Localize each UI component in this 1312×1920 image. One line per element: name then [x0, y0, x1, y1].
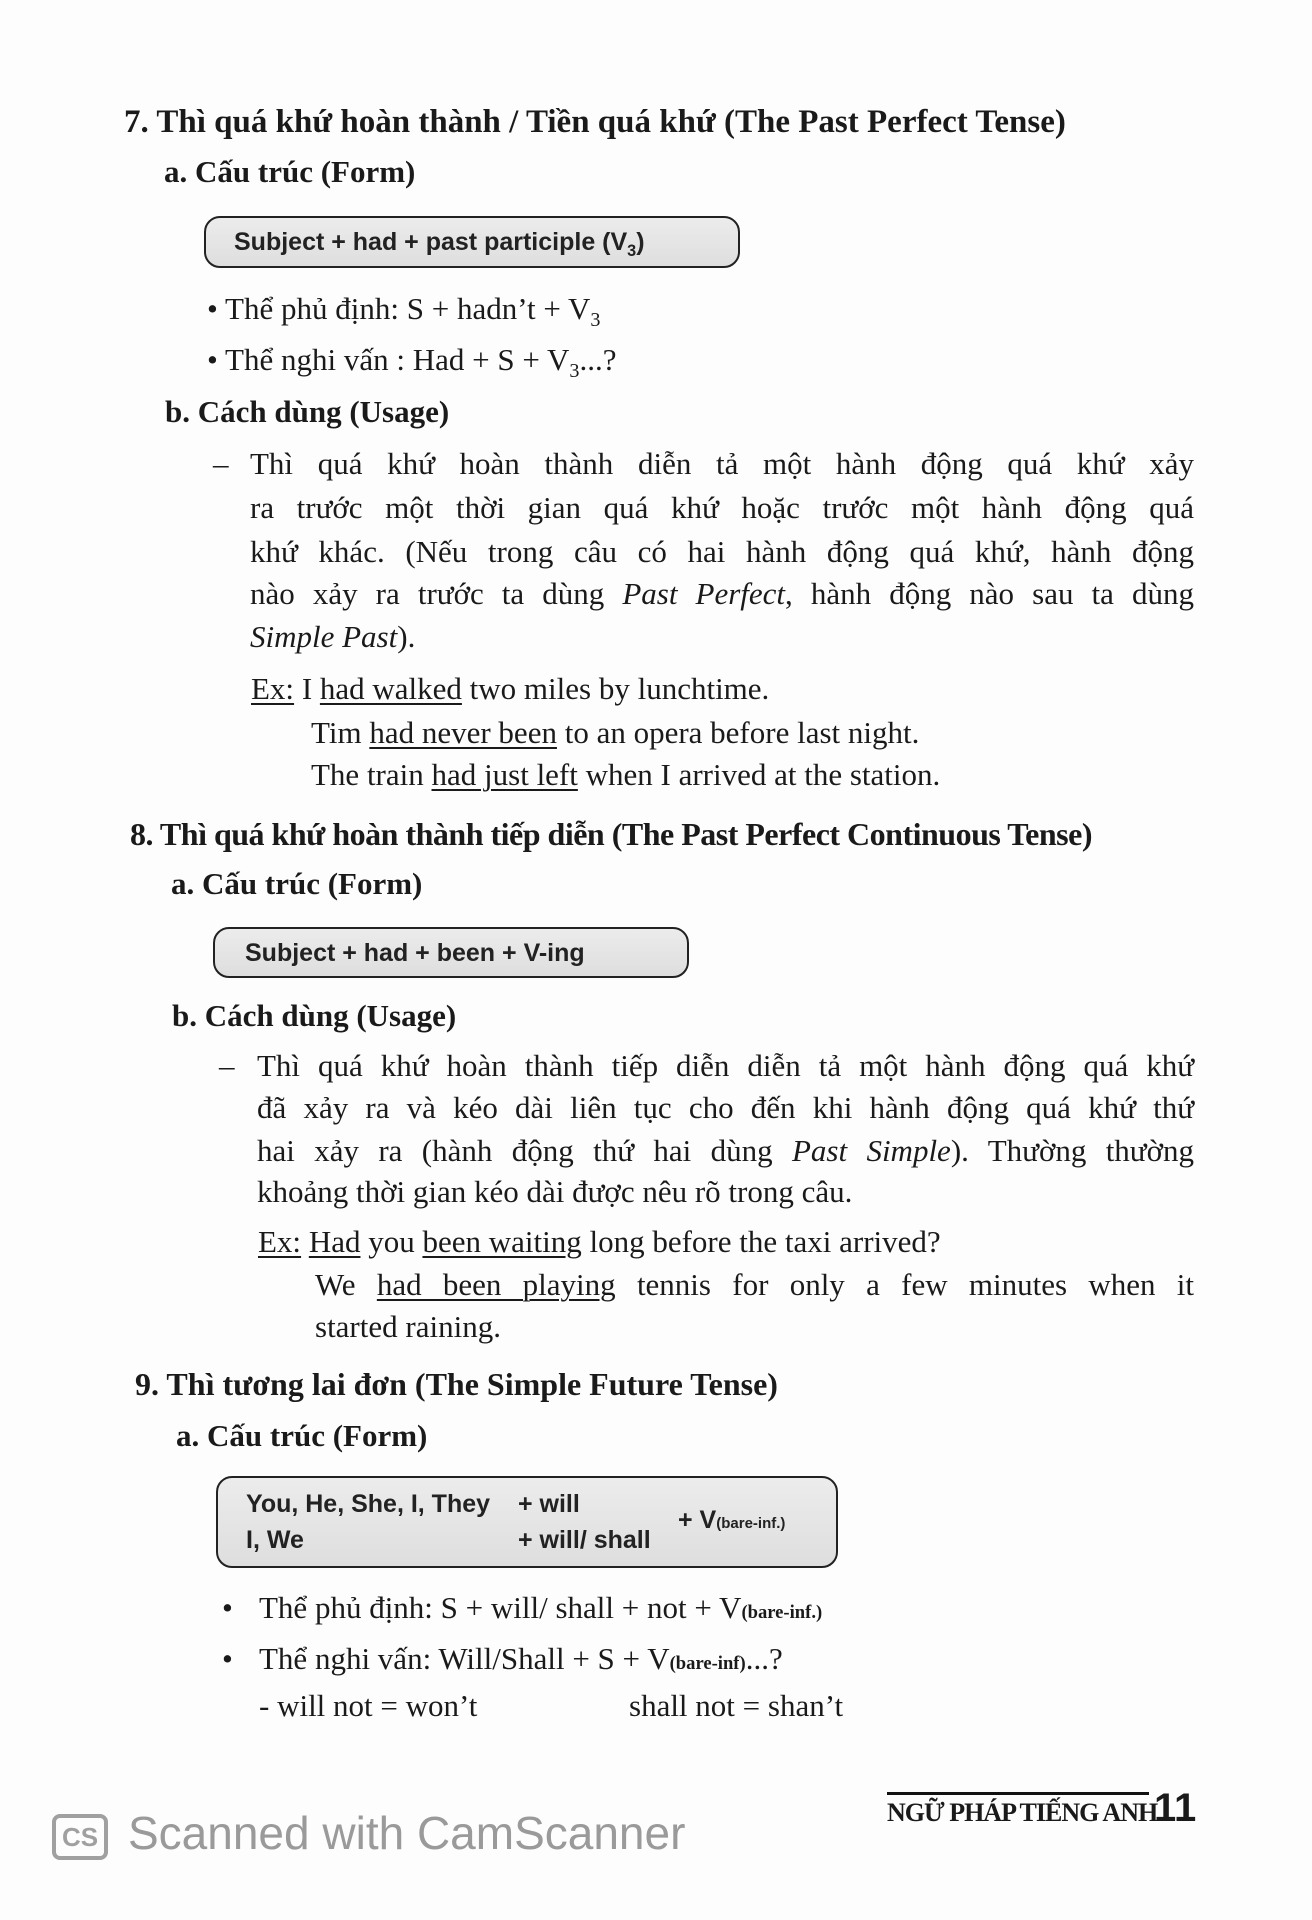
bullet-icon: •: [222, 1641, 233, 1676]
camscanner-logo-icon: CS: [52, 1814, 108, 1860]
camscanner-watermark: Scanned with CamScanner: [128, 1807, 686, 1859]
section-9-heading: 9. Thì tương lai đơn (The Simple Future Tense): [135, 1366, 778, 1402]
text-segment: Past Perfect: [622, 576, 786, 611]
section-7-form-title: a. Cấu trúc (Form): [164, 154, 416, 189]
text-segment: + V: [678, 1506, 717, 1534]
formula-aux-2: + will/ shall: [518, 1526, 651, 1554]
text-segment: had never been: [369, 715, 557, 750]
text-segment: 3: [590, 309, 601, 332]
footer-book-title: NGỮ PHÁP TIẾNG ANH: [887, 1798, 1158, 1827]
para-line: [257, 1133, 1194, 1169]
contraction-shall: shall not = shan’t: [629, 1688, 844, 1723]
formula-subject-2: I, We: [246, 1526, 304, 1554]
section-7-usage-title: b. Cách dùng (Usage): [165, 394, 450, 429]
text-segment: ).: [397, 619, 416, 654]
formula-subscript: 3: [627, 242, 637, 260]
text-segment: Had: [308, 1224, 361, 1259]
text-segment: (bare-inf): [669, 1653, 746, 1674]
text-segment: We: [315, 1267, 377, 1302]
text-segment: you: [360, 1224, 423, 1259]
formula-text: Subject + had + past participle (V: [234, 228, 628, 256]
text-segment: (bare-inf.): [716, 1515, 786, 1532]
bullet-icon: •: [222, 1590, 233, 1625]
formula-end: ): [636, 228, 645, 256]
section-8-usage-title: b. Cách dùng (Usage): [172, 998, 457, 1033]
example-line: [315, 1267, 1194, 1303]
section-8-formula-box: [213, 927, 689, 978]
text-segment: Ex:: [251, 671, 295, 706]
text-segment: , hành động nào sau ta dùng: [785, 576, 1194, 611]
page-number: 11: [1154, 1786, 1197, 1830]
text-segment: I: [294, 671, 320, 706]
para-line: [250, 576, 1194, 612]
section-9-formula-box: [216, 1476, 838, 1568]
section-8-form-title: a. Cấu trúc (Form): [171, 866, 423, 901]
text-segment: nào xảy ra trước ta dùng: [250, 576, 623, 611]
text-segment: two miles by lunchtime.: [461, 671, 770, 706]
section-7-formula-box: [204, 216, 740, 268]
formula-aux-1: + will: [518, 1490, 580, 1518]
text-segment: The train: [311, 757, 432, 792]
section-7-heading: 7. Thì quá khứ hoàn thành / Tiền quá khứ (The Past Perfect Tense): [124, 104, 1066, 140]
text-segment: • Thể nghi vấn : Had + S + V: [207, 342, 570, 377]
text-segment: • Thể phủ định: S + hadn’t + V: [207, 291, 591, 326]
text-segment: Thể nghi vấn: Will/Shall + S + V: [259, 1641, 670, 1676]
para-line: khứ khác. (Nếu trong câu có hai hành động quá khứ, hành động: [250, 534, 1194, 569]
example-line: started raining.: [315, 1309, 501, 1344]
example-line: [258, 1224, 941, 1260]
footer-rule: [887, 1792, 1149, 1795]
dash-bullet: –: [219, 1048, 235, 1083]
para-line: Thì quá khứ hoàn thành tiếp diễn diễn tả một hành động quá khứ: [257, 1048, 1194, 1083]
para-line: Thì quá khứ hoàn thành diễn tả một hành động quá khứ xảy: [250, 446, 1194, 481]
text-segment: Ex:: [258, 1224, 302, 1259]
text-segment: hai xảy ra (hành động thứ hai dùng: [257, 1133, 792, 1168]
example-line: [251, 671, 769, 707]
para-line: ra trước một thời gian quá khứ hoặc trước một hành động quá: [250, 490, 1194, 525]
para-line: [250, 619, 415, 655]
section-9-question: [259, 1641, 783, 1677]
text-segment: Simple Past: [250, 619, 398, 654]
formula-text: Subject + had + been + V-ing: [245, 939, 585, 967]
text-segment: tennis for only a few minutes when it: [615, 1267, 1194, 1302]
text-segment: had been playing: [376, 1267, 616, 1302]
dash-bullet: –: [213, 446, 229, 481]
text-segment: Past Simple: [791, 1133, 951, 1168]
text-segment: ). Thường thường: [950, 1133, 1194, 1168]
formula-verb: [678, 1506, 785, 1535]
text-segment: had walked: [319, 671, 462, 706]
formula-subject-1: You, He, She, I, They: [246, 1490, 491, 1518]
text-segment: ...?: [579, 342, 617, 377]
text-segment: Thể phủ định: S + will/ shall + not + V: [259, 1590, 742, 1625]
text-segment: long before the taxi arrived?: [581, 1224, 941, 1259]
section-9-form-title: a. Cấu trúc (Form): [176, 1418, 428, 1453]
text-segment: Tim: [311, 715, 370, 750]
para-line: khoảng thời gian kéo dài được nêu rõ trong câu.: [257, 1174, 853, 1209]
para-line: đã xảy ra và kéo dài liên tục cho đến khi hành động quá khứ thứ: [257, 1090, 1194, 1125]
example-line: [311, 715, 919, 751]
section-8-heading: 8. Thì quá khứ hoàn thành tiếp diễn (The Past Perfect Continuous Tense): [130, 816, 1092, 852]
example-line: [311, 757, 940, 793]
text-segment: to an opera before last night.: [556, 715, 920, 750]
section-7-question: [207, 342, 617, 383]
text-segment: ...?: [745, 1641, 783, 1676]
text-segment: (bare-inf.): [741, 1602, 823, 1623]
text-segment: 3: [569, 360, 580, 383]
contraction-will: - will not = won’t: [259, 1688, 478, 1723]
text-segment: when I arrived at the station.: [577, 757, 941, 792]
text-segment: had just left: [431, 757, 578, 792]
section-9-negative: [259, 1590, 822, 1626]
section-7-negative: [207, 291, 600, 332]
text-segment: been waiting: [422, 1224, 582, 1259]
